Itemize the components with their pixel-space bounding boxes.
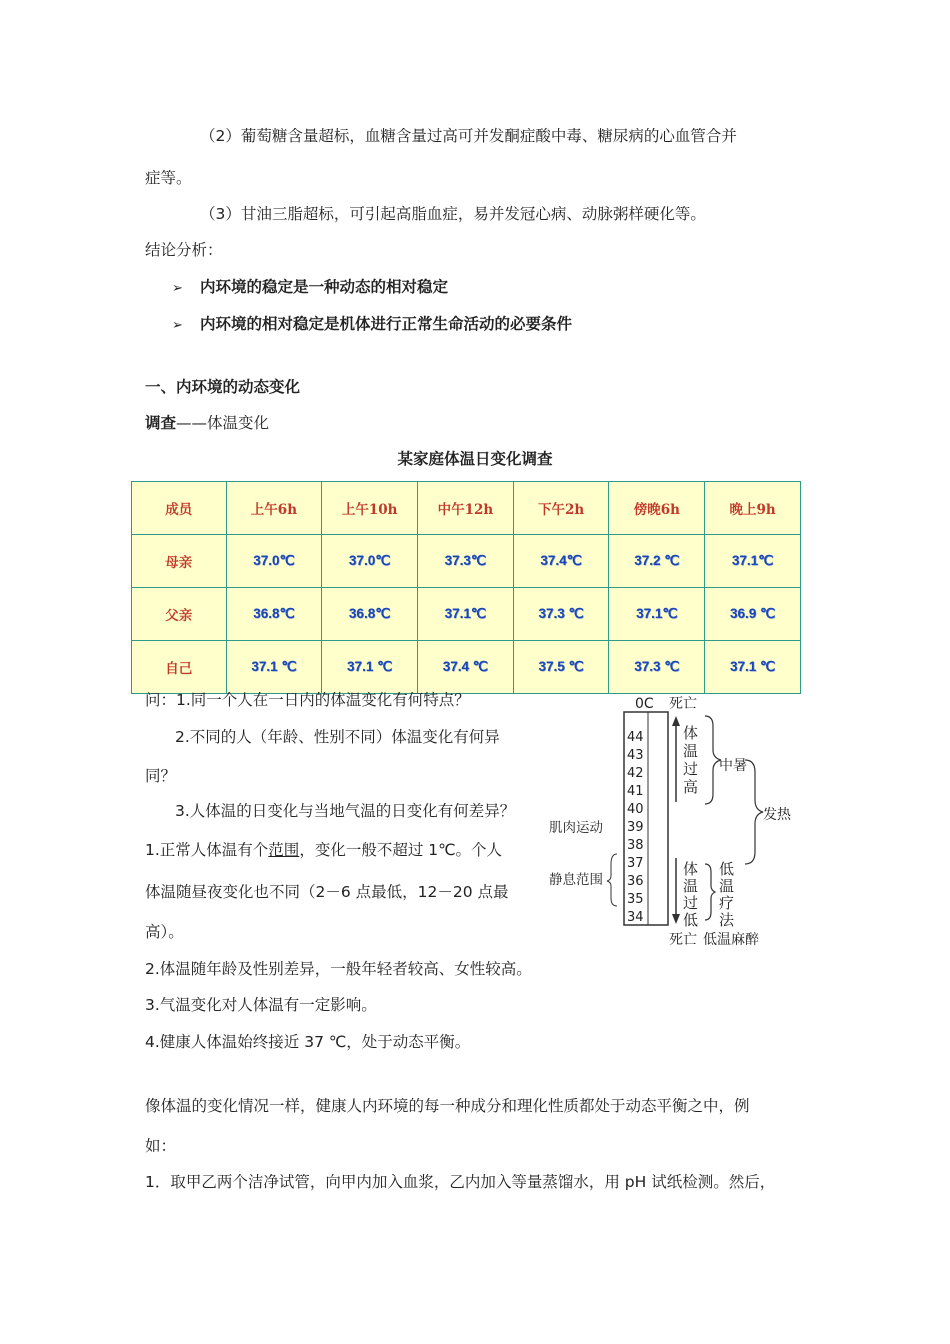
bullet-2 — [172, 314, 572, 336]
hypothermia-therapy-label — [719, 860, 739, 929]
survey-bold: 调查 — [145, 414, 177, 432]
conclusion-title: 结论分析： — [145, 241, 223, 259]
value-cell: 37.3 ℃ — [513, 588, 609, 641]
therapy-brace — [705, 864, 715, 920]
too-low-char: 低 — [683, 911, 699, 929]
member-cell: 母亲 — [132, 535, 227, 588]
value-cell: 37.5 ℃ — [513, 641, 609, 694]
value-cell: 37.4℃ — [513, 535, 609, 588]
table-row — [132, 588, 801, 641]
tick-label: 39 — [627, 820, 644, 835]
paragraph-2-line2: 症等。 — [145, 169, 192, 187]
closing-line3: 1．取甲乙两个洁净试管，向甲内加入血浆，乙内加入等量蒸馏水，用 pH 试纸检测。然后， — [145, 1173, 776, 1191]
survey-heading — [145, 413, 269, 433]
tick-label: 35 — [627, 892, 644, 907]
too-high-char: 过 — [683, 760, 699, 778]
table-row — [132, 535, 801, 588]
header-cell: 中午12h — [418, 482, 514, 535]
header-cell: 上午6h — [226, 482, 322, 535]
value-cell: 37.1℃ — [418, 588, 514, 641]
question-3: 3.人体温的日变化与当地气温的日变化有何差异？ — [175, 802, 516, 820]
value-cell: 37.3 ℃ — [609, 641, 705, 694]
closing-line2: 如： — [145, 1137, 177, 1155]
question-1: 问：1.同一个人在一日内的体温变化有何特点？ — [145, 691, 470, 709]
bullet-1-text: 内环境的稳定是一种动态的相对稳定 — [200, 278, 449, 296]
bullet-arrow-icon: ➢ — [172, 281, 183, 296]
too-low-char: 过 — [683, 894, 699, 912]
value-cell: 37.1 ℃ — [226, 641, 322, 694]
answer-1-underlined: 范围 — [268, 841, 300, 859]
closing-line1: 像体温的变化情况一样，健康人内环境的每一种成分和理化性质都处于动态平衡之中，例 — [145, 1097, 750, 1115]
value-cell: 37.1℃ — [609, 588, 705, 641]
answer-1-line2: 体温随昼夜变化也不同（2－6 点最低，12－20 点最 — [145, 883, 509, 901]
down-arrow-icon — [672, 914, 680, 924]
value-cell: 37.2 ℃ — [609, 535, 705, 588]
answer-1-post: ，变化一般不超过 1℃。个人 — [299, 841, 503, 859]
too-low-char: 体 — [683, 860, 699, 878]
therapy-char: 疗 — [719, 894, 735, 912]
bullet-arrow-icon: ➢ — [172, 318, 183, 333]
answer-2: 2.体温随年龄及性别差异，一般年轻者较高、女性较高。 — [145, 960, 532, 978]
too-high-label — [683, 724, 703, 796]
member-cell: 父亲 — [132, 588, 227, 641]
too-high-char: 温 — [683, 742, 699, 760]
value-cell: 37.0℃ — [226, 535, 322, 588]
muscle-label: 肌肉运动 — [549, 820, 603, 836]
heatstroke-label: 中暑 — [719, 758, 747, 774]
value-cell: 37.3℃ — [418, 535, 514, 588]
therapy-char: 法 — [719, 911, 735, 929]
table-header-row — [132, 482, 801, 535]
section-title: 一、内环境的动态变化 — [145, 378, 301, 396]
tick-labels — [627, 730, 644, 925]
header-cell: 成员 — [132, 482, 227, 535]
tick-label: 44 — [627, 730, 644, 745]
tick-label: 36 — [627, 874, 644, 889]
answer-1-line1 — [145, 840, 502, 860]
header-cell: 晚上9h — [705, 482, 801, 535]
paragraph-2-line1: （2）葡萄糖含量超标，血糖含量过高可并发酮症酸中毒、糖尿病的心血管合并 — [200, 127, 737, 145]
tick-label: 40 — [627, 802, 644, 817]
value-cell: 37.1 ℃ — [322, 641, 418, 694]
question-2-line2: 同？ — [145, 767, 177, 785]
value-cell: 36.9 ℃ — [705, 588, 801, 641]
value-cell: 36.8℃ — [226, 588, 322, 641]
temperature-table — [131, 481, 801, 694]
bullet-1 — [172, 277, 448, 299]
death-bottom-label: 死亡 — [669, 932, 697, 948]
value-cell: 37.4 ℃ — [418, 641, 514, 694]
survey-rest: ——体温变化 — [176, 414, 270, 432]
rest-label: 静息范围 — [549, 872, 603, 888]
too-low-char: 温 — [683, 877, 699, 895]
too-high-char: 高 — [683, 778, 699, 796]
unit-label: 0C — [635, 696, 654, 712]
value-cell: 36.8℃ — [322, 588, 418, 641]
death-top-label: 死亡 — [669, 696, 697, 712]
too-low-label — [683, 860, 703, 929]
tick-label: 42 — [627, 766, 644, 781]
tick-label: 43 — [627, 748, 644, 763]
fever-label: 发热 — [763, 807, 791, 823]
hypothermia-anesthesia-label: 低温麻醉 — [703, 932, 759, 948]
up-arrow-icon — [672, 716, 680, 726]
answer-1-line3: 高）。 — [145, 923, 184, 941]
table-row — [132, 641, 801, 694]
answer-1-pre: 1.正常人体温有个 — [145, 841, 269, 859]
rest-brace — [607, 854, 617, 906]
value-cell: 37.1 ℃ — [705, 641, 801, 694]
tick-label: 37 — [627, 856, 644, 871]
too-high-char: 体 — [683, 724, 699, 742]
paragraph-3: （3）甘油三脂超标，可引起高脂血症，易并发冠心病、动脉粥样硬化等。 — [200, 205, 706, 223]
therapy-char: 温 — [719, 877, 735, 895]
therapy-char: 低 — [719, 860, 735, 878]
body-temperature-diagram — [545, 692, 805, 952]
tick-label: 38 — [627, 838, 644, 853]
table-title: 某家庭体温日变化调查 — [397, 450, 553, 468]
value-cell: 37.1℃ — [705, 535, 801, 588]
member-cell: 自己 — [132, 641, 227, 694]
answer-3: 3.气温变化对人体温有一定影响。 — [145, 996, 377, 1014]
bullet-2-text: 内环境的相对稳定是机体进行正常生命活动的必要条件 — [200, 315, 573, 333]
header-cell: 傍晚6h — [609, 482, 705, 535]
answer-4: 4.健康人体温始终接近 37 ℃，处于动态平衡。 — [145, 1033, 471, 1051]
tick-label: 41 — [627, 784, 644, 799]
fever-brace — [745, 760, 763, 864]
question-2-line1: 2.不同的人（年龄、性别不同）体温变化有何异 — [175, 728, 500, 746]
header-cell: 下午2h — [513, 482, 609, 535]
tick-label: 34 — [627, 910, 644, 925]
value-cell: 37.0℃ — [322, 535, 418, 588]
header-cell: 上午10h — [322, 482, 418, 535]
